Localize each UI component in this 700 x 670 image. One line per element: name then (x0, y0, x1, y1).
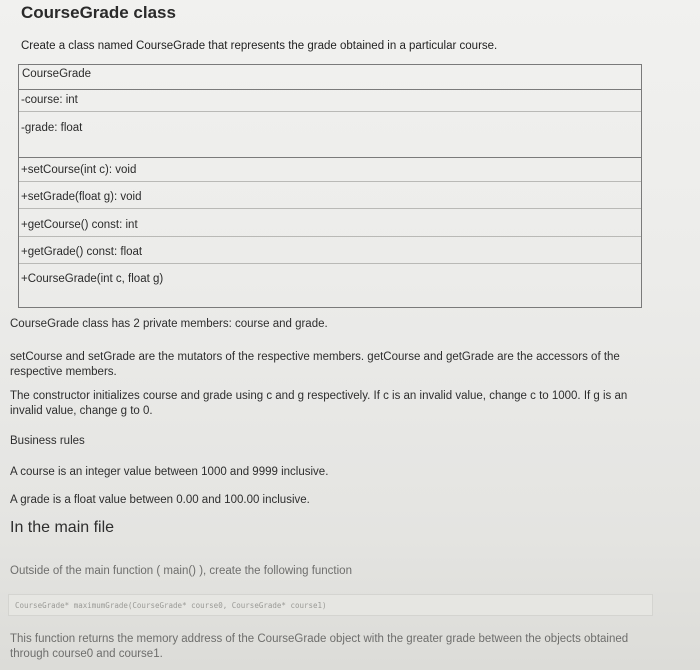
outside-main-text: Outside of the main function ( main() ), create the following function (10, 565, 352, 577)
intro-text: Create a class named CourseGrade that represents the grade obtained in a particular course. (21, 40, 498, 52)
uml-method-getgrade: +getGrade() const: float (19, 242, 641, 264)
code-snippet: CourseGrade* maximumGrade(CourseGrade* course0, CourseGrade* course1) (8, 594, 653, 616)
uml-method-setcourse: +setCourse(int c): void (19, 160, 641, 182)
uml-method-setgrade: +setGrade(float g): void (19, 187, 641, 209)
rule-grade-text: A grade is a float value between 0.00 and 100.00 inclusive. (10, 494, 310, 506)
constructor-paragraph: The constructor initializes course and grade using c and g respectively. If c is an invalid value, change c to 1000. If g is an invalid value, change g to 0. (10, 390, 628, 417)
page-title: CourseGrade class (21, 3, 176, 22)
main-file-heading: In the main file (10, 519, 115, 536)
returns-paragraph: This function returns the memory address of the CourseGrade object with the greater grade between the objects obtained through course0 and course1. (10, 633, 629, 660)
members-paragraph: CourseGrade class has 2 private members: course and grade. (10, 318, 328, 330)
uml-attribute-course: -course: int (19, 90, 641, 112)
rule-course-text: A course is an integer value between 1000 and 9999 inclusive. (10, 466, 329, 478)
uml-class-diagram (18, 64, 642, 308)
mutators-paragraph: setCourse and setGrade are the mutators of the respective members. getCourse and getGrade are the accessors of the respective members. (10, 351, 620, 378)
uml-method-getcourse: +getCourse() const: int (19, 215, 641, 237)
business-rules-heading: Business rules (10, 435, 85, 447)
uml-attribute-grade: -grade: float (21, 122, 83, 134)
uml-methods (19, 158, 641, 307)
uml-method-constructor: +CourseGrade(int c, float g) (21, 273, 164, 285)
uml-attributes (19, 90, 641, 158)
uml-class-name: CourseGrade (19, 65, 641, 90)
